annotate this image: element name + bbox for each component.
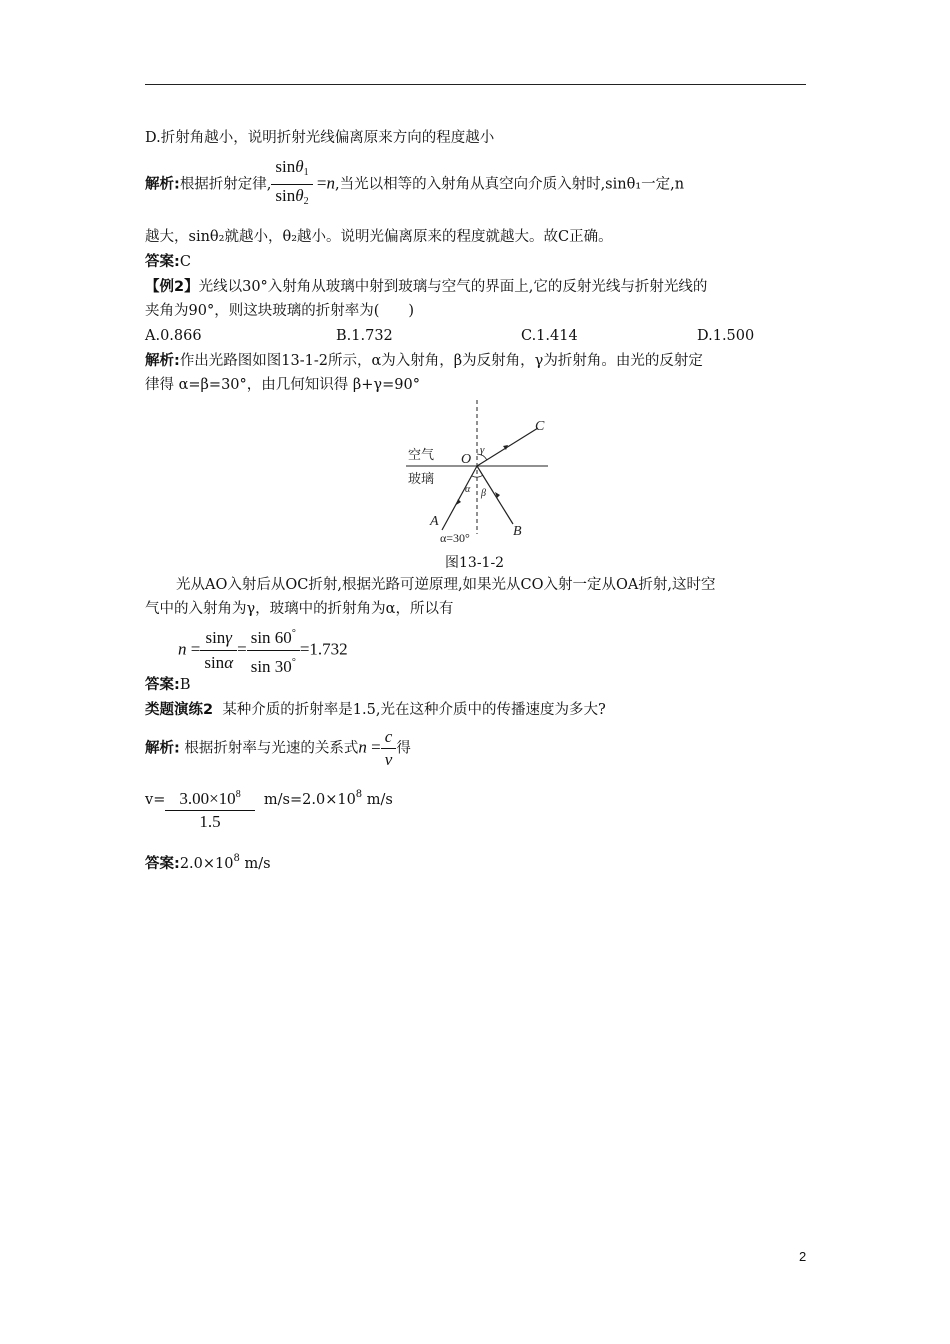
ray-oc [477, 428, 538, 466]
example-2-line: 【例2】光线以30°入射角从玻璃中射到玻璃与空气的界面上,它的反射光线与折射光线的 [145, 279, 708, 295]
label-c: C [535, 419, 545, 434]
equation-result: =1.732 [299, 639, 348, 659]
angle-ab-arc [472, 475, 483, 477]
light-path-diagram [400, 398, 560, 548]
refraction-equation: n = $\frac{\sin\gamma}{\sin\alpha}$ = $\frac{\sin 60^\circ}{\sin 30^\circ}$ =1.732 [178, 624, 348, 677]
sin-value-fraction: $\frac{\sin 60^\circ}{\sin 30^\circ}$ [247, 624, 300, 677]
analysis-1-line: 解析:根据折射定律, $\frac{\sin\theta_1}{\sin\theta_2}$ =n,当光以相等的入射角从真空向介质入射时,sinθ₁一定,n [145, 158, 684, 211]
label-gamma: γ [480, 444, 485, 456]
page-number: 2 [799, 1249, 807, 1264]
option-b: B.1.732 [336, 328, 393, 344]
label-b: B [513, 524, 522, 539]
label-air: 空气 [408, 448, 435, 463]
speed-fraction: $\frac{c}{v}$ [381, 728, 397, 769]
header-rule [145, 84, 806, 85]
label-beta: β [481, 488, 486, 499]
option-c: C.1.414 [521, 328, 578, 344]
analysis-label: 解析: [145, 176, 180, 193]
practice-label: 类题演练2 [145, 702, 214, 718]
velocity-line: v= $\frac{3.00\times 10^8}{1.5}$ $m/s=2.0\times 10^8$ m/s [145, 786, 393, 831]
analysis-1-cont: 越大，sinθ₂就越小，θ₂越小。说明光偏离原来的程度就越大。故C正确。 [145, 229, 613, 245]
option-d: D.1.500 [697, 328, 755, 344]
answer-2: B [179, 677, 191, 693]
options-row [145, 327, 806, 345]
answer-1: C [179, 254, 191, 270]
option-a: A.0.866 [145, 328, 202, 344]
ray-ao [442, 466, 477, 530]
example-2-cont: 夹角为90°，则这块玻璃的折射率为( ) [145, 303, 415, 319]
label-glass: 玻璃 [408, 472, 435, 487]
paragraph-cont: 气中的入射角为γ，玻璃中的折射角为α，所以有 [145, 601, 454, 617]
figure-caption: 图13-1-2 [445, 555, 505, 571]
practice-line: 类题演练2 某种介质的折射率是1.5,光在这种介质中的传播速度为多大? [145, 702, 606, 718]
option-d-line: D.折射角越小，说明折射光线偏离原来方向的程度越小 [145, 130, 495, 146]
paragraph-line: 光从AO入射后从OC折射,根据光路可逆原理,如果光从CO入射一定从OA折射,这时空 [176, 577, 716, 593]
analysis-2-line: 解析:作出光路图如图13-1-2所示，α为入射角，β为反射角，γ为折射角。由光的反射定 [145, 353, 703, 369]
label-alpha: α [465, 484, 471, 495]
label-o: O [461, 452, 472, 467]
analysis-2-cont: 律得 α=β=30°，由几何知识得 β+γ=90° [145, 377, 420, 393]
answer-3-line: 答案$:2.0\times 10^8$ m/s [145, 853, 271, 872]
sin-ratio-fraction: $\frac{\sin\gamma}{\sin\alpha}$ [200, 628, 237, 673]
answer-3: 2.0×10 [179, 856, 234, 872]
example-2-label: 【例2】 [145, 279, 199, 295]
label-alpha-eq: α=30° [440, 531, 470, 545]
answer-1-line: 答案:C [145, 254, 191, 270]
label-a: A [430, 514, 439, 529]
analysis-3-line: 解析: 根据折射率与光速的关系式n = $\frac{c}{v}$ 得 [145, 727, 411, 769]
snell-fraction: $\frac{\sin\theta_1}{\sin\theta_2}$ [271, 158, 312, 211]
answer-2-line: 答案:B [145, 677, 191, 693]
velocity-fraction: $\frac{3.00\times 10^8}{1.5}$ [165, 786, 254, 831]
